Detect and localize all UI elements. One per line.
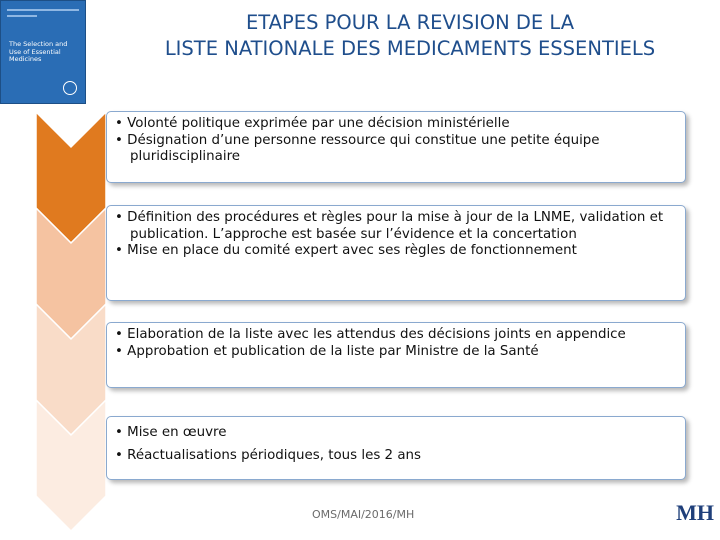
step-box-1 — [106, 111, 686, 183]
page-title-line-2: LISTE NATIONALE DES MEDICAMENTS ESSENTIELS — [164, 37, 656, 60]
mh-logo-icon — [676, 496, 714, 526]
step-box-4 — [106, 416, 686, 480]
page-title-line-1: ETAPES POUR LA REVISION DE LA — [245, 11, 575, 34]
step-box-3 — [106, 322, 686, 388]
step-3-bullet-2: • Approbation et publication de la liste par Ministre de la Santé — [115, 344, 677, 361]
mh-logo-text: MH — [676, 500, 714, 525]
step-1-bullet-1: • Volonté politique exprimée par une décision ministérielle — [115, 116, 677, 133]
book-cover-title: The Selection and Use of Essential Medicines — [9, 40, 68, 63]
step-4-bullet-2: • Réactualisations périodiques, tous les 2 ans — [115, 448, 677, 465]
step-box-2 — [106, 205, 686, 301]
step-4-bullet-1: • Mise en œuvre — [115, 425, 677, 442]
step-2-bullet-2: • Mise en place du comité expert avec ses règles de fonctionnement — [115, 243, 677, 260]
step-2-bullet-1: • Définition des procédures et règles pour la mise à jour de la LNME, validation et publication. L’approche est basée sur l’évidence et la concertation — [115, 210, 677, 243]
step-3-bullet-1: • Elaboration de la liste avec les attendus des décisions joints en appendice — [115, 327, 677, 344]
footer-reference: OMS/MAI/2016/MH — [312, 508, 415, 521]
step-1-bullet-2: • Désignation d’une personne ressource qui constitue une petite équipe pluridisciplinaire — [115, 133, 677, 166]
